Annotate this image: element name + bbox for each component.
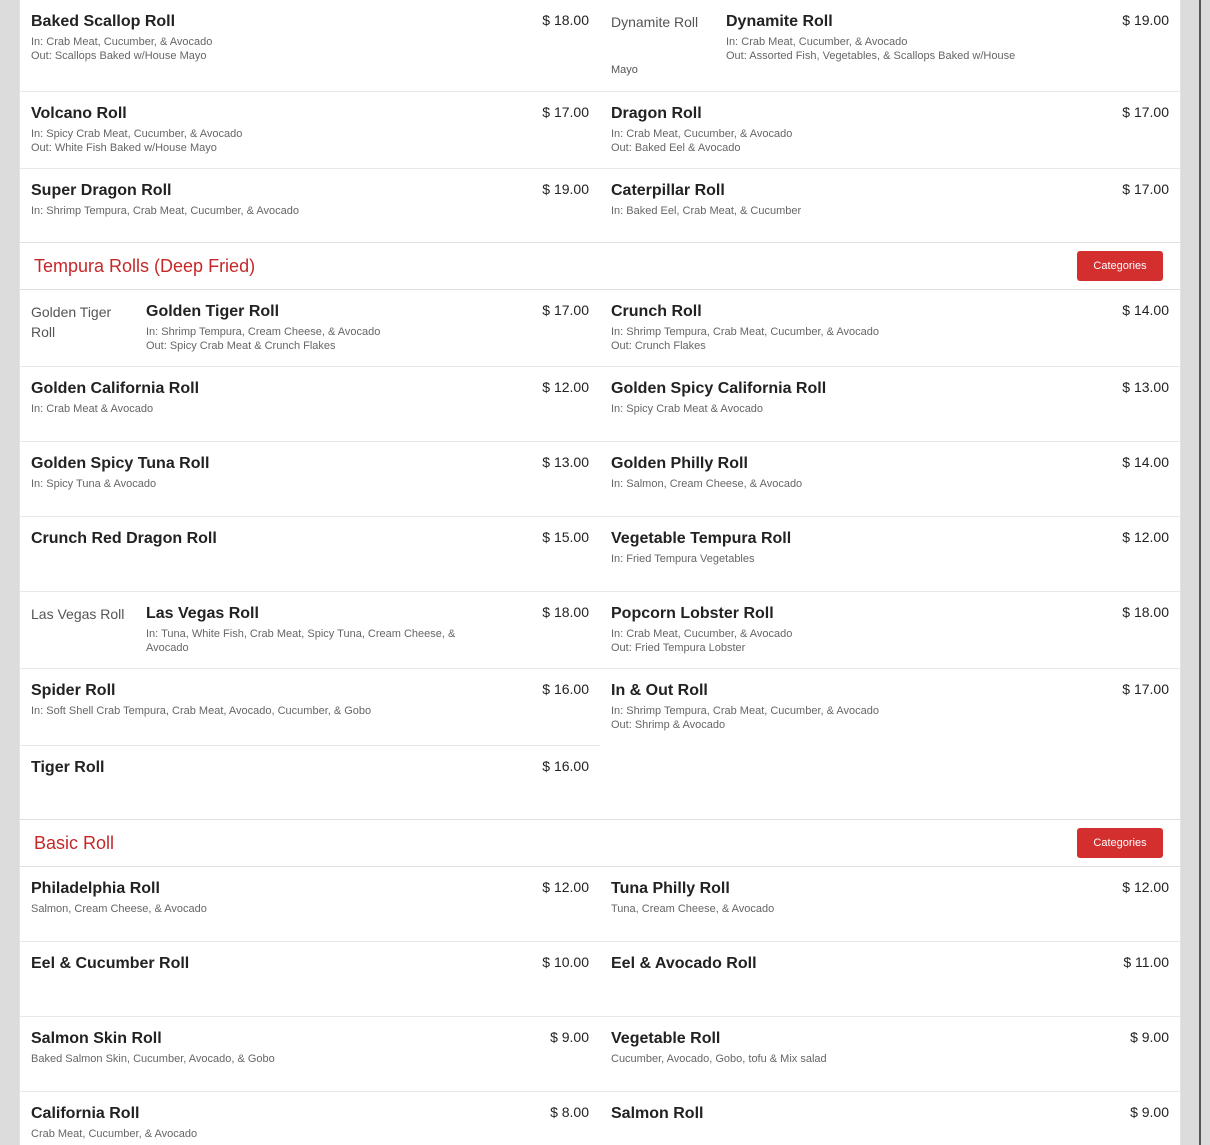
menu-item[interactable] [600,592,1180,669]
menu-grid-basic [20,867,1180,1145]
item-price: $ 18.00 [542,12,589,28]
item-name: Spider Roll [31,682,116,699]
item-price: $ 13.00 [1122,379,1169,395]
item-price: $ 10.00 [542,954,589,970]
item-desc: In: Crab Meat, Cucumber, & Avocado Out: Fried Tempura Lobster [611,628,793,654]
item-price: $ 19.00 [542,181,589,197]
item-name: Las Vegas Roll [146,605,259,622]
menu-item[interactable] [20,0,600,92]
item-image: Dynamite Roll Mayo [611,14,699,76]
menu-item[interactable] [600,669,1180,746]
item-name: Salmon Roll [611,1105,704,1122]
menu-item[interactable] [20,1092,600,1145]
item-name: Crunch Red Dragon Roll [31,530,217,547]
item-price: $ 18.00 [1122,604,1169,620]
item-name: Golden California Roll [31,380,200,397]
item-desc: In: Spicy Tuna & Avocado [31,478,157,490]
menu-item[interactable] [600,169,1180,242]
item-price: $ 12.00 [1122,529,1169,545]
item-price: $ 17.00 [542,104,589,120]
item-desc: In: Shrimp Tempura, Crab Meat, Cucumber, & Avocado [31,205,300,217]
menu-item[interactable] [600,517,1180,592]
item-desc: In: Shrimp Tempura, Cream Cheese, & Avocado Out: Spicy Crab Meat & Crunch Flakes [146,326,381,352]
category-header [20,242,1180,290]
item-price: $ 8.00 [550,1104,589,1120]
item-name: Philadelphia Roll [31,880,160,897]
menu-item[interactable] [600,92,1180,169]
item-desc: In: Crab Meat, Cucumber, & Avocado Out: Baked Eel & Avocado [611,128,793,154]
item-price: $ 13.00 [542,454,589,470]
menu-grid-top [20,0,1180,242]
menu-item[interactable] [600,0,1180,92]
item-desc: In: Tuna, White Fish, Crab Meat, Spicy Tuna, Cream Cheese, & Avocado [146,628,456,654]
item-price: $ 17.00 [542,302,589,318]
item-price: $ 12.00 [542,879,589,895]
item-name: Caterpillar Roll [611,182,725,199]
menu-grid-tempura [20,290,1180,819]
menu-item[interactable] [600,442,1180,517]
item-desc: Baked Salmon Skin, Cucumber, Avocado, & Gobo [31,1053,275,1065]
item-name: Golden Spicy California Roll [611,380,827,397]
item-name: Golden Tiger Roll [146,303,280,320]
item-desc: In: Salmon, Cream Cheese, & Avocado [611,478,803,490]
menu-item[interactable] [20,1017,600,1092]
item-price: $ 12.00 [1122,879,1169,895]
item-price: $ 16.00 [542,681,589,697]
item-price: $ 9.00 [1130,1029,1169,1045]
item-price: $ 12.00 [542,379,589,395]
item-desc: In: Soft Shell Crab Tempura, Crab Meat, Avocado, Cucumber, & Gobo [31,705,372,717]
item-name: Volcano Roll [31,105,127,122]
menu-item[interactable] [600,1017,1180,1092]
menu-item[interactable] [20,669,600,746]
item-name: Super Dragon Roll [31,182,172,199]
scrollbar[interactable] [1199,0,1201,1145]
item-desc: In: Baked Eel, Crab Meat, & Cucumber [611,205,802,217]
menu-item[interactable] [20,942,600,1017]
menu-item[interactable] [20,367,600,442]
categories-button[interactable]: Categories [1077,828,1163,858]
item-name: Eel & Avocado Roll [611,955,757,972]
item-name: Popcorn Lobster Roll [611,605,774,622]
item-name: Crunch Roll [611,303,702,320]
item-name: Golden Spicy Tuna Roll [31,455,210,472]
item-price: $ 11.00 [1123,954,1169,970]
item-desc: Tuna, Cream Cheese, & Avocado [611,903,775,915]
item-price: $ 15.00 [542,529,589,545]
menu-item[interactable] [20,867,600,942]
item-name: Tiger Roll [31,759,105,776]
item-name: Vegetable Roll [611,1030,721,1047]
menu-item[interactable] [600,942,1180,1017]
item-price: $ 17.00 [1122,181,1169,197]
item-desc: In: Fried Tempura Vegetables [611,553,755,565]
item-name: Dragon Roll [611,105,702,122]
category-header [20,819,1180,867]
item-desc: In: Spicy Crab Meat & Avocado [611,403,764,415]
menu-item[interactable] [20,442,600,517]
item-price: $ 9.00 [1130,1104,1169,1120]
item-desc: In: Crab Meat, Cucumber, & Avocado Out: Assorted Fish, Vegetables, & Scallops Baked w/House [726,36,1016,62]
item-name: Vegetable Tempura Roll [611,530,792,547]
item-image: Las Vegas Roll [31,606,125,622]
menu-item[interactable] [600,367,1180,442]
menu-item[interactable] [600,867,1180,942]
menu-item[interactable] [20,592,600,669]
item-desc: Crab Meat, Cucumber, & Avocado [31,1128,198,1140]
menu-page [19,0,1181,1145]
item-name: Dynamite Roll [726,13,833,30]
item-price: $ 19.00 [1122,12,1169,28]
item-price: $ 16.00 [542,758,589,774]
menu-item[interactable] [20,92,600,169]
menu-item[interactable] [600,290,1180,367]
item-price: $ 17.00 [1122,104,1169,120]
item-name: Eel & Cucumber Roll [31,955,190,972]
item-price: $ 14.00 [1122,302,1169,318]
item-price: $ 14.00 [1122,454,1169,470]
item-desc: In: Crab Meat & Avocado [31,403,154,415]
menu-item[interactable] [600,1092,1180,1145]
item-name: Baked Scallop Roll [31,13,176,30]
item-desc: Salmon, Cream Cheese, & Avocado [31,903,207,915]
item-desc: In: Shrimp Tempura, Crab Meat, Cucumber, & Avocado Out: Crunch Flakes [611,326,880,352]
item-name: Tuna Philly Roll [611,880,730,897]
menu-item[interactable] [20,746,600,819]
menu-item[interactable] [20,169,600,242]
item-price: $ 18.00 [542,604,589,620]
item-name: In & Out Roll [611,682,708,699]
menu-item-placeholder [600,746,1180,819]
categories-button[interactable]: Categories [1077,251,1163,281]
item-desc: In: Crab Meat, Cucumber, & Avocado Out: Scallops Baked w/House Mayo [31,36,213,62]
category-title: Tempura Rolls (Deep Fried) [34,255,256,276]
category-title: Basic Roll [34,832,115,853]
item-desc: In: Shrimp Tempura, Crab Meat, Cucumber, & Avocado Out: Shrimp & Avocado [611,705,880,731]
menu-item[interactable] [20,517,600,592]
item-image: Golden Tiger Roll [31,304,112,340]
item-price: $ 17.00 [1122,681,1169,697]
item-name: Salmon Skin Roll [31,1030,162,1047]
item-desc: Cucumber, Avocado, Gobo, tofu & Mix salad [611,1053,827,1065]
item-desc: In: Spicy Crab Meat, Cucumber, & Avocado Out: White Fish Baked w/House Mayo [31,128,243,154]
menu-item[interactable] [20,290,600,367]
item-name: Golden Philly Roll [611,455,748,472]
item-name: California Roll [31,1105,140,1122]
item-price: $ 9.00 [550,1029,589,1045]
